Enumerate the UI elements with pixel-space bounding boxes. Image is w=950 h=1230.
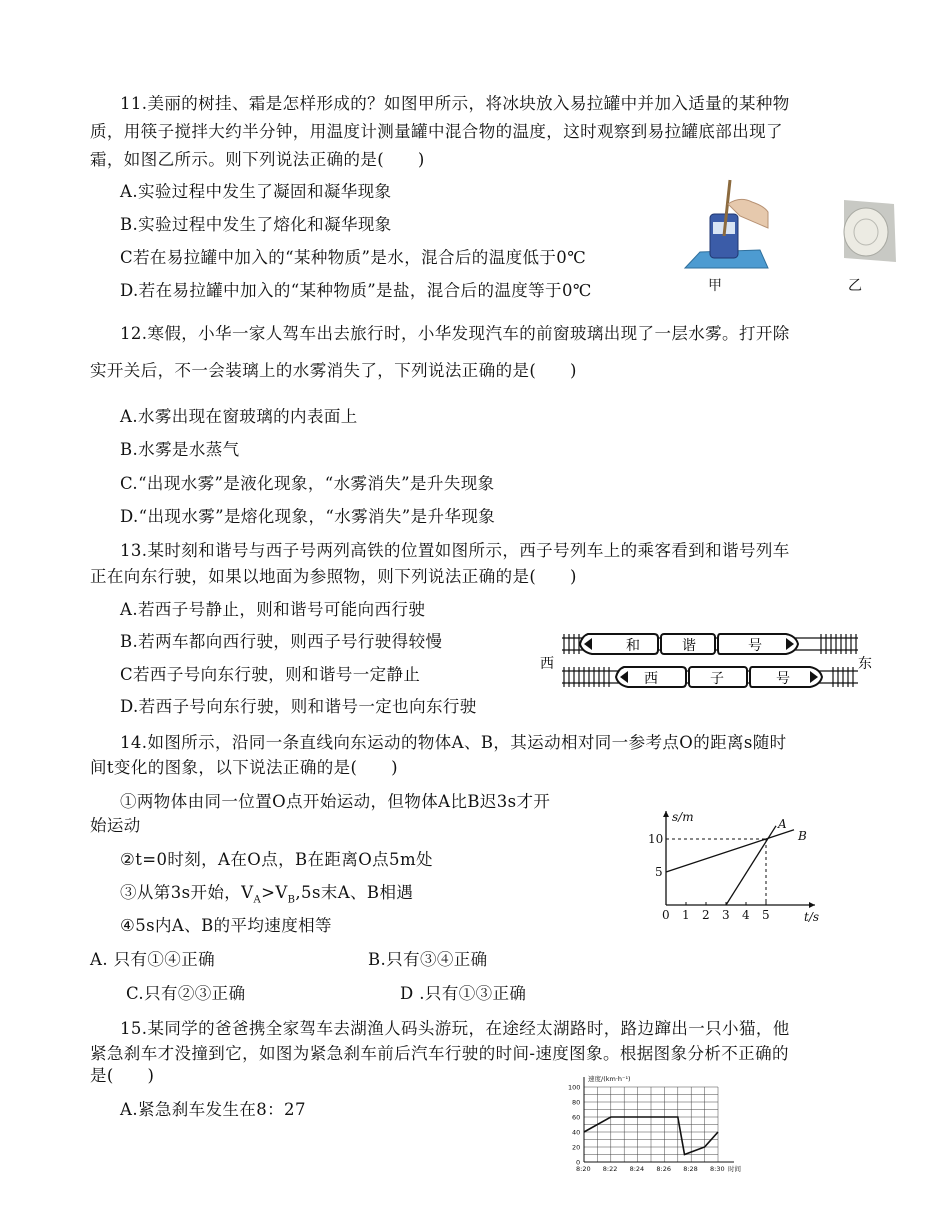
q12-line-1: 12.寒假，小华一家人驾车出去旅行时，小华发现汽车的前窗玻璃出现了一层水雾。打开除: [120, 324, 790, 343]
q12-option-d: D.“出现水雾”是熔化现象，“水雾消失”是升华现象: [120, 507, 496, 526]
q15-line-2: 紧急刹车才没撞到它，如图为紧急刹车前后汽车行驶的时间-速度图象。根据图象分析不正确的: [90, 1044, 789, 1063]
train-hexie-char-2: 谐: [682, 638, 696, 654]
x-tick-label: 8:28: [683, 1165, 698, 1173]
train-figure: [540, 628, 875, 694]
q11-option-d: D.若在易拉罐中加入的“某种物质”是盐，混合后的温度等于0℃: [120, 281, 592, 300]
q14-statement-1a: ①两物体由同一位置O点开始运动，但物体A比B迟3s才开: [120, 792, 551, 811]
q12-option-a: A.水雾出现在窗玻璃的内表面上: [120, 407, 358, 426]
x-tick-label: 1: [682, 908, 690, 922]
q15-line-3: 是( ): [90, 1066, 155, 1085]
q12-option-b: B.水雾是水蒸气: [120, 440, 240, 459]
train-hexie-char-3: 号: [748, 638, 762, 654]
q12-option-c: C.“出现水雾”是液化现象，“水雾消失”是升失现象: [120, 474, 495, 493]
figure-yi-frost: [838, 196, 898, 268]
q11-option-c: C若在易拉罐中加入的“某种物质”是水，混合后的温度低于0℃: [120, 248, 587, 267]
train-xizi-char-2: 子: [710, 671, 724, 687]
train-xizi-char-3: 号: [776, 671, 790, 687]
figure-yi-caption: 乙: [848, 278, 863, 294]
x-tick-label: 0: [662, 908, 670, 922]
y-tick-label: 10: [648, 832, 664, 846]
y-axis-arrow: [663, 811, 669, 817]
series-label-b: B: [798, 828, 807, 843]
q13-option-a: A.若西子号静止，则和谐号可能向西行驶: [120, 600, 426, 619]
q14-statement-4: ④5s内A、B的平均速度相等: [120, 916, 332, 935]
q13-line-1: 13.某时刻和谐号与西子号两列高铁的位置如图所示，西子号列车上的乘客看到和谐号列车: [120, 541, 790, 560]
y-tick-label: 80: [572, 1098, 581, 1107]
train-xizi-char-1: 西: [644, 671, 658, 687]
y-tick-label: 100: [568, 1083, 581, 1092]
q13-option-d: D.若西子号向东行驶，则和谐号一定也向东行驶: [120, 697, 477, 716]
q14-statement-1b: 始运动: [90, 816, 141, 835]
train-hexie-char-1: 和: [626, 638, 640, 654]
series-line-b: [666, 830, 794, 872]
q14-statement-3: ③从第3s开始，$V_A>V_B,5s$末A、B相遇: [120, 883, 414, 906]
q14-statement-2: ②t=0时刻，A在O点，B在距离O点5m处: [120, 850, 433, 869]
q11-option-a: A.实验过程中发生了凝固和凝华现象: [120, 182, 392, 201]
q15-line-1: 15.某同学的爸爸携全家驾车去湖渔人码头游玩，在途经太湖路时，路边蹿出一只小猫，他: [120, 1019, 790, 1038]
x-tick-label: 5: [762, 908, 770, 922]
x-tick-label: 2: [702, 908, 710, 922]
q13-option-b: B.若两车都向西行驶，则西子号行驶得较慢: [120, 632, 443, 651]
q11-line-2: 质，用筷子搅拌大约半分钟，用温度计测量罐中混合物的温度，这时观察到易拉罐底部出现了: [90, 122, 783, 141]
q14-option-c: C.只有②③正确: [126, 984, 246, 1003]
x-tick-label: 8:20: [576, 1165, 591, 1173]
q14-option-b: B.只有③④正确: [368, 950, 488, 969]
y-tick-label: 20: [572, 1143, 581, 1152]
frost-bottom: [844, 208, 888, 256]
q12-line-2: 实开关后，不一会装璃上的水雾消失了，下列说法正确的是( ): [90, 361, 577, 380]
q11-option-b: B.实验过程中发生了熔化和凝华现象: [120, 215, 392, 234]
direction-west: 西: [540, 656, 554, 672]
y-tick-label: 60: [572, 1113, 581, 1122]
q14-line-2: 间t变化的图象，以下说法正确的是( ): [90, 758, 399, 777]
q14-line-1: 14.如图所示，沿同一条直线向东运动的物体A、B，其运动相对同一参考点O的距离s随时: [120, 733, 787, 752]
x-tick-label: 8:26: [656, 1165, 672, 1173]
y-tick-label: 5: [655, 865, 663, 879]
y-tick-label: 0: [576, 1158, 581, 1167]
x-tick-label: 8:30: [710, 1165, 725, 1173]
x-tick-label: 8:22: [602, 1165, 618, 1173]
series-label-a: A: [778, 816, 787, 831]
q15-option-a: A.紧急刹车发生在8：27: [120, 1100, 306, 1119]
y-tick-label: 40: [572, 1128, 581, 1137]
x-tick-label: 3: [722, 908, 730, 922]
speed-time-graph: [552, 1065, 752, 1177]
x-tick-label: 4: [742, 908, 750, 922]
q11-line-1: 11.美丽的树挂、霜是怎样形成的？如图甲所示，将冰块放入易拉罐中并加入适量的某种物: [120, 94, 790, 113]
st-graph: [640, 805, 840, 925]
x-tick-label: 8:24: [629, 1165, 645, 1173]
x-axis-arrow: [809, 902, 815, 908]
x-axis-label: t/s: [804, 910, 820, 924]
q14-option-d: D .只有①③正确: [400, 984, 527, 1003]
x-axis-label: 时间: [728, 1165, 741, 1173]
q11-line-3: 霜，如图乙所示。则下列说法正确的是( ): [90, 150, 425, 169]
figure-jia-can: [680, 176, 770, 276]
figure-jia-caption: 甲: [708, 278, 723, 294]
q14-option-a: A. 只有①④正确: [90, 950, 216, 969]
q13-line-2: 正在向东行驶，如果以地面为参照物，则下列说法正确的是( ): [90, 567, 577, 586]
y-axis-label: s/m: [672, 810, 694, 824]
q13-option-c: C若西子号向东行驶，则和谐号一定静止: [120, 665, 421, 684]
direction-east: 东: [858, 656, 872, 672]
y-axis-label: 速度/(km·h⁻¹): [588, 1075, 631, 1083]
